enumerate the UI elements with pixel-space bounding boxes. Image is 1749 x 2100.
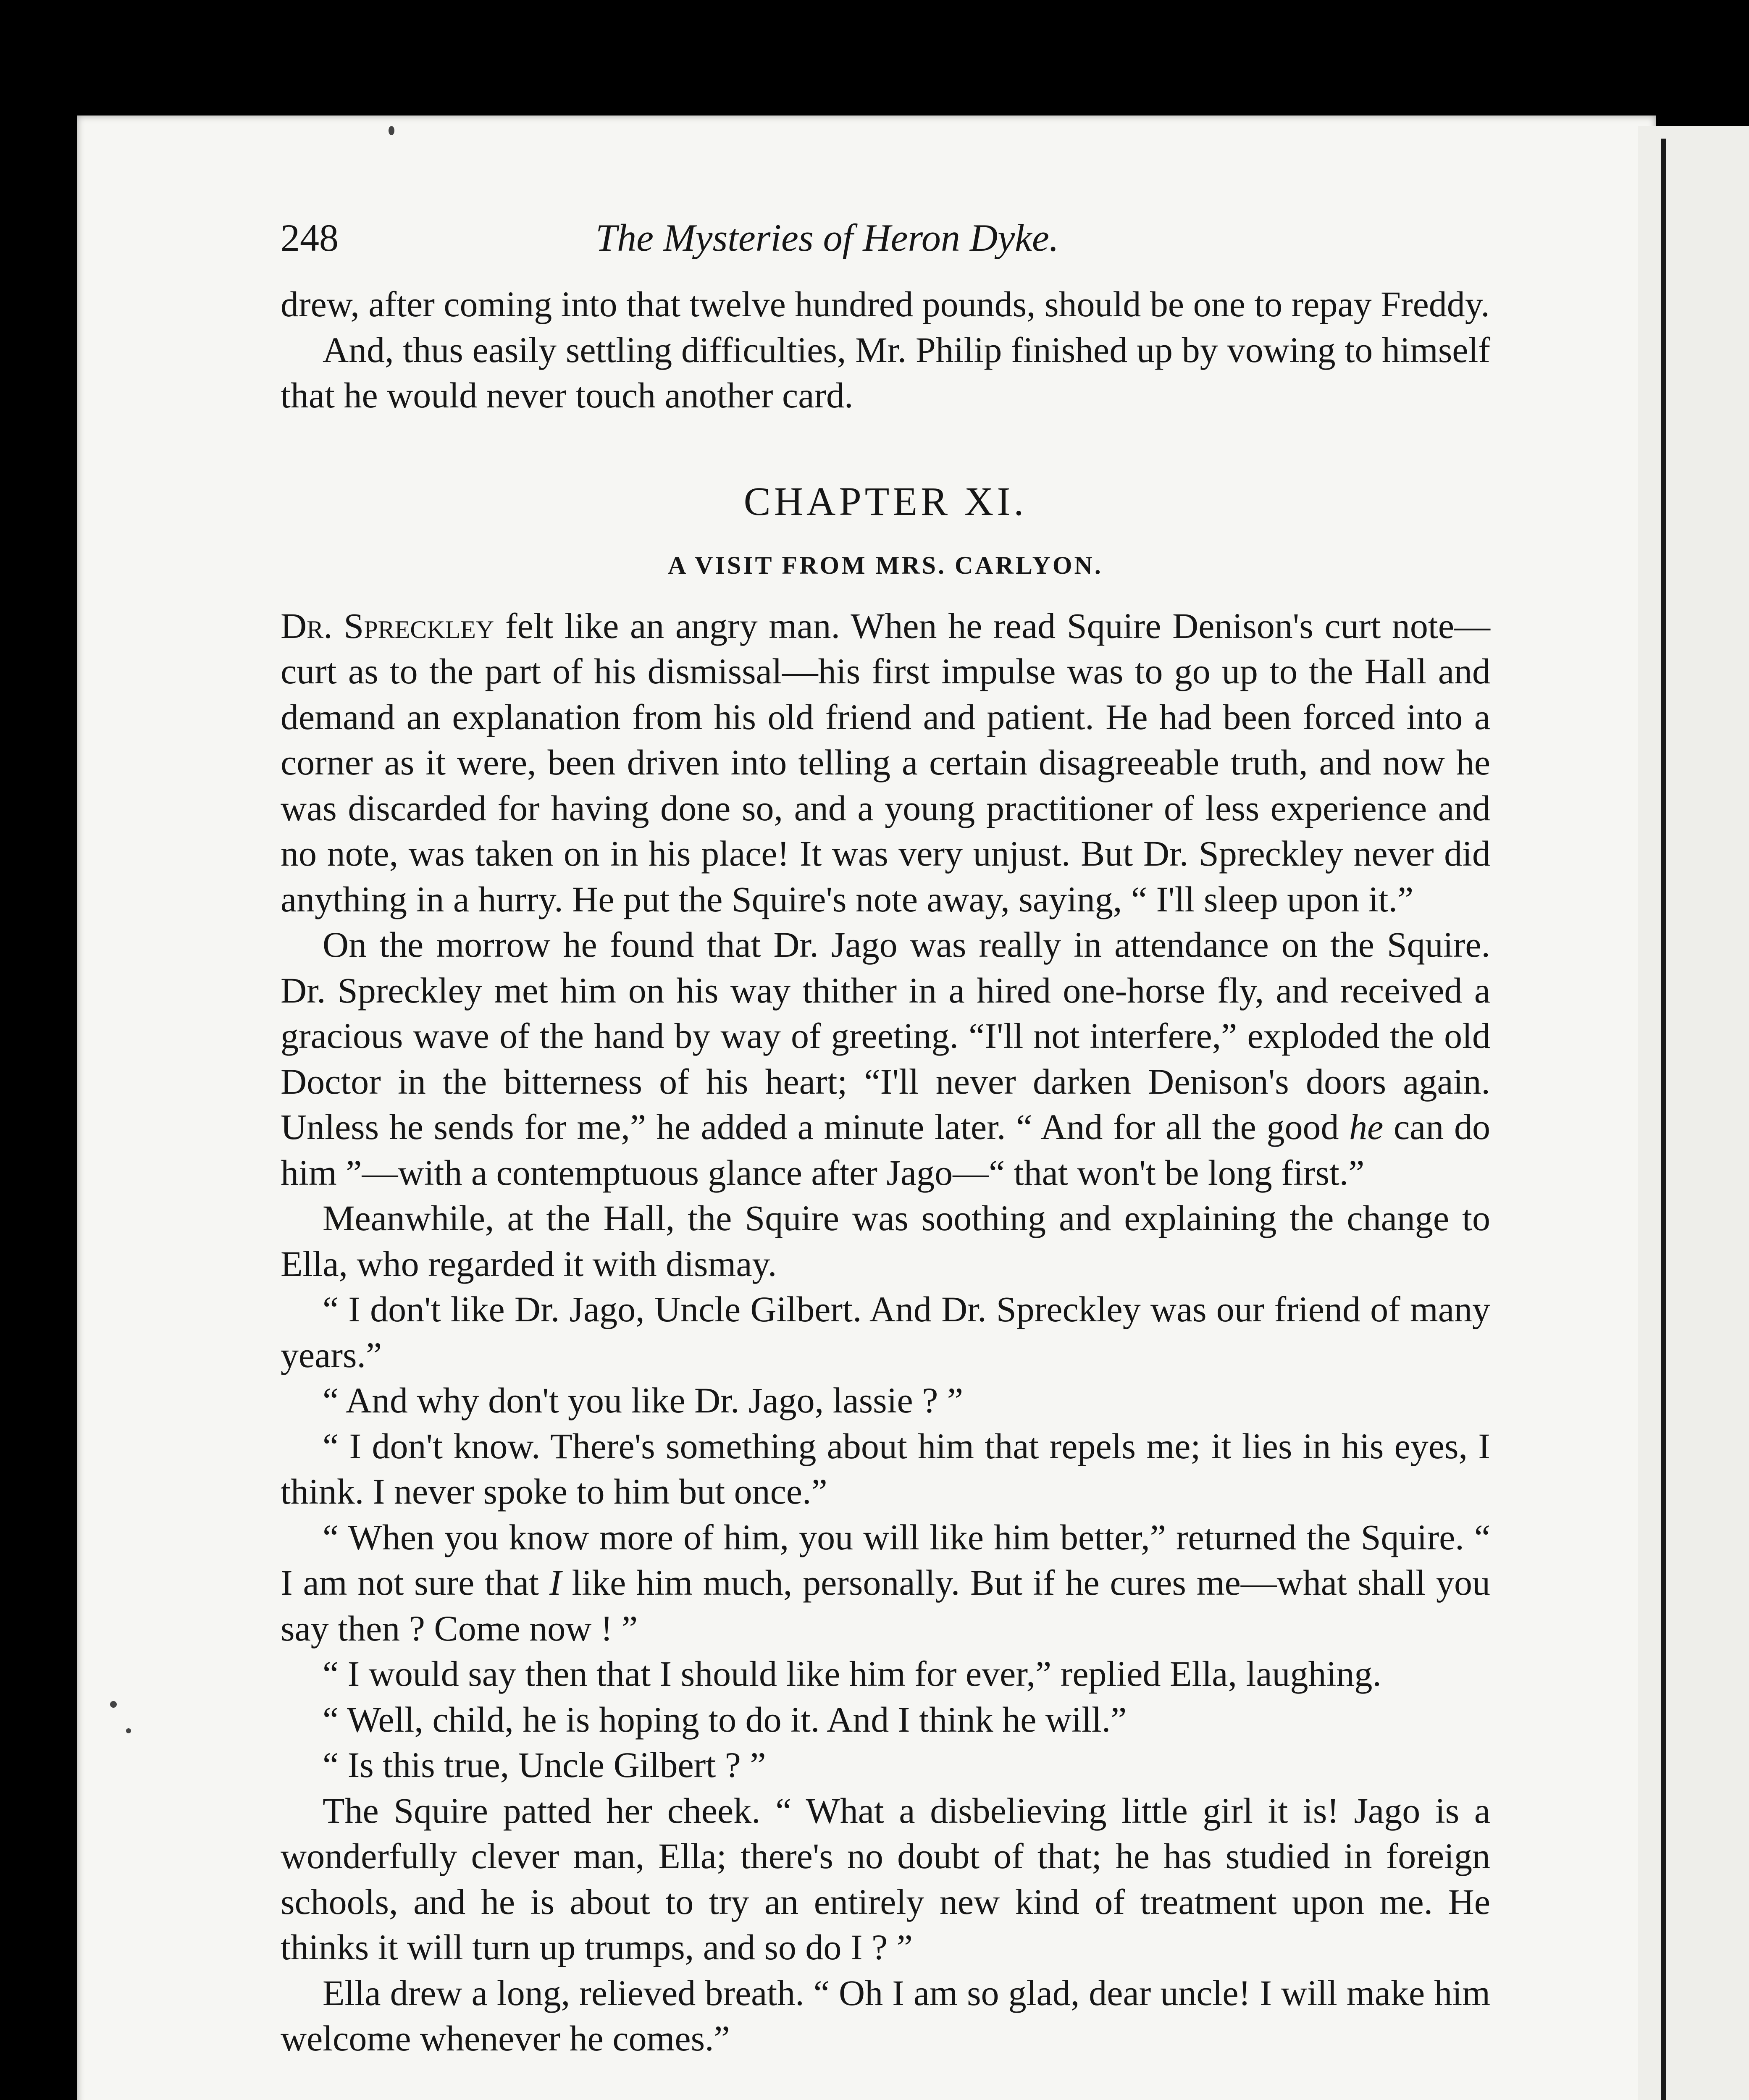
paragraph-continued: drew, after coming into that twelve hundred pounds, should be one to repay Freddy. bbox=[281, 284, 1490, 324]
paragraph-text: On the morrow he found that Dr. Jago was really in attendance on the Squire. Dr. Spreckley met him on his way thither in a hired one-horse fly, and received a gracious wave of the hand by way of greeting. “I'll not interfere,” exploded the old Doctor in the bitterness of his heart; “I'll never darken Denison's doors again. Unless he sends for me,” he added a minute later. “ And for all the good bbox=[281, 924, 1490, 1147]
paragraph: Meanwhile, at the Hall, the Squire was soothing and explaining the change to Ella, who regarded it with dismay. bbox=[281, 1198, 1490, 1284]
paragraph-text: “ When you know more of him, you will like him better,” returned the Squire. “ I am not sure that bbox=[281, 1517, 1490, 1603]
paragraph-text: felt like an angry man. When he read Squire Denison's curt note—curt as to the part of his dismissal—his first impulse was to go up to the Hall and demand an explanation from his old friend and patient. He had been forced into a corner as it were, been driven into telling a certain disagreeable truth, and now he was discarded for having done so, and a young practitioner of less experience and no note, was taken on in his place! It was very unjust. But Dr. Spreckley never did anything in a hurry. He put the Squire's note away, saying, “ I'll sleep upon it.” bbox=[281, 605, 1490, 919]
paragraph: Ella drew a long, relieved breath. “ Oh I am so glad, dear uncle! I will make him welcome whenever he comes.” bbox=[281, 1972, 1490, 2058]
chapter-subtitle: A VISIT FROM MRS. CARLYON. bbox=[668, 551, 1103, 579]
running-title: The Mysteries of Heron Dyke. bbox=[596, 216, 1059, 259]
ink-speck bbox=[389, 126, 394, 135]
lead-name-small-caps: Dr. Spreckley bbox=[281, 605, 494, 646]
dialogue-paragraph: “ And why don't you like Dr. Jago, lassie ? ” bbox=[323, 1380, 964, 1420]
paragraph bbox=[281, 922, 1490, 1195]
dialogue-paragraph: “ Is this true, Uncle Gilbert ? ” bbox=[323, 1745, 766, 1785]
paragraph-text: like him much, personally. But if he cures me—what shall you say then ? Come now ! ” bbox=[281, 1562, 1490, 1648]
page-gutter-shadow bbox=[1661, 139, 1666, 2100]
dialogue-paragraph: “ Well, child, he is hoping to do it. And I think he will.” bbox=[323, 1699, 1127, 1740]
page-text-block bbox=[281, 218, 1490, 2061]
dialogue-paragraph: “ I would say then that I should like him for ever,” replied Ella, laughing. bbox=[323, 1654, 1381, 1694]
paragraph-text: can do him ”—with a contemptuous glance after Jago—“ that won't be long first.” bbox=[281, 1107, 1490, 1193]
italic-word: I bbox=[549, 1562, 562, 1603]
chapter-title: CHAPTER XI. bbox=[743, 478, 1027, 524]
paragraph: The Squire patted her cheek. “ What a disbelieving little girl it is! Jago is a wonderfully clever man, Ella; there's no doubt of that; he has studied in foreign schools, and he is about to try an entirely new kind of treatment upon me. He thinks it will turn up trumps, and so do I ? ” bbox=[281, 1790, 1490, 1967]
italic-word: he bbox=[1349, 1107, 1384, 1147]
dialogue-paragraph: “ I don't like Dr. Jago, Uncle Gilbert. And Dr. Spreckley was our friend of many years.” bbox=[281, 1289, 1490, 1375]
dialogue-paragraph bbox=[281, 1515, 1490, 1651]
ink-speck bbox=[110, 1701, 117, 1708]
paragraph: And, thus easily settling difficulties, Mr. Philip finished up by vowing to himself that he would never touch another card. bbox=[281, 329, 1490, 415]
dialogue-paragraph: “ I don't know. There's something about him that repels me; it lies in his eyes, I think. I never spoke to him but once.” bbox=[281, 1425, 1490, 1512]
ink-speck bbox=[126, 1728, 131, 1733]
page-number: 248 bbox=[281, 216, 339, 259]
next-page-edge bbox=[1638, 126, 1749, 2100]
chapter-first-paragraph bbox=[281, 603, 1490, 922]
running-header bbox=[281, 218, 1490, 281]
